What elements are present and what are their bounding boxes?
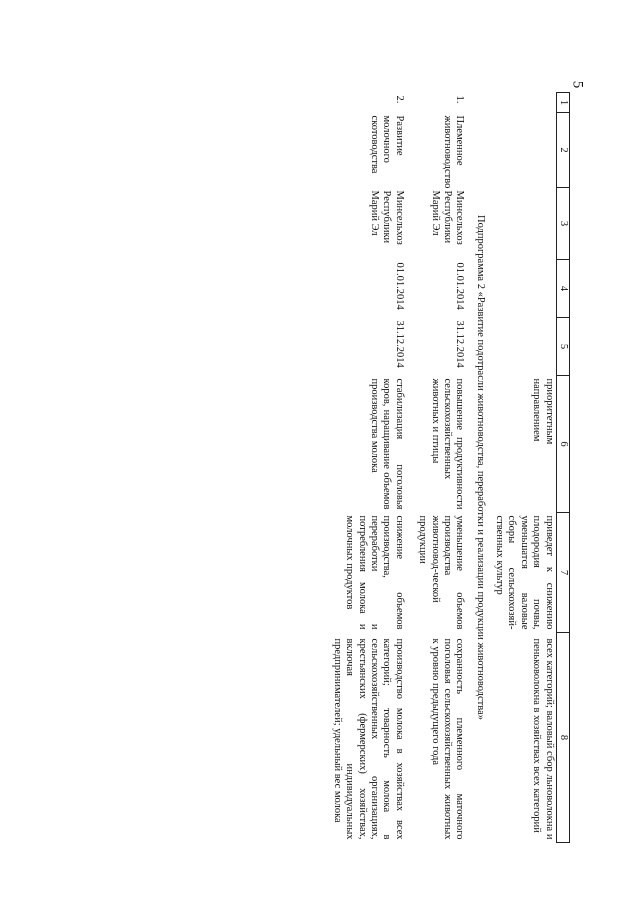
rotated-page-content [100,92,570,842]
indicator: сохранность племенного маточного поголовья сельскохозяйственных животных к уровню предыдущего года [429,638,466,840]
start-date: 01.01.2014 [454,262,466,310]
column-number: 6 [556,376,569,513]
column-number: 3 [556,188,569,260]
indicator-cell: всех категорий; валовый сбор льноволокна и пеньковолокна в хозяйствах всех категорий [531,638,555,840]
consequence: уменьшение объемов производства животновод-ческой продукции [417,515,466,630]
page-number: 5 [569,80,586,89]
measure-name: Племенное животноводство [442,115,466,189]
column-number: 7 [556,513,569,633]
column-number-row [556,93,569,843]
result-cell: приоритетным направлением [531,378,555,445]
column-number: 5 [556,318,569,376]
executor: Минсельхоз Республики Марий Эл [429,190,466,245]
table-row [415,93,467,843]
start-date: 01.01.2014 [393,262,405,310]
end-date: 31.12.2014 [393,320,405,368]
column-number: 4 [556,260,569,318]
expected-result: повышение продуктивности сельскохозяйственных животных и птицы [429,378,466,510]
column-number: 8 [556,633,569,843]
column-number: 2 [556,113,569,188]
section-title-row [466,93,491,843]
program-table [330,92,570,843]
consequence: снижение объемов производства, переработки и потребления молока и молочных продуктов [344,515,405,630]
measure-name: Развитие молочного скотоводства [369,115,405,174]
consequence-cell: приведет к снижению плодородия почвы, уменьшатся валовые сборы сельскохозяй-ственных культур [494,515,555,630]
row-number: 1. [454,95,466,104]
row-number: 2. [393,95,405,104]
table-row [330,93,415,843]
expected-result: стабилизация поголовья коров, наращивание объемов производства молока [369,378,405,510]
executor: Минсельхоз Республики Марий Эл [369,190,405,245]
column-number: 1 [556,93,569,113]
indicator: производство молока в хозяйствах всех категорий; товарность молока в сельскохозяйственных организациях, крестьянских (фермерских) хозяйствах, включая индивидуальных предпринимателей; удельный вес молока [332,638,405,840]
end-date: 31.12.2014 [454,320,466,368]
table-row-continued [492,93,556,843]
section-title: Подпрограмма 2 «Развитие подотрасли животноводства, переработки и реализации продукции животноводства» [474,215,486,720]
